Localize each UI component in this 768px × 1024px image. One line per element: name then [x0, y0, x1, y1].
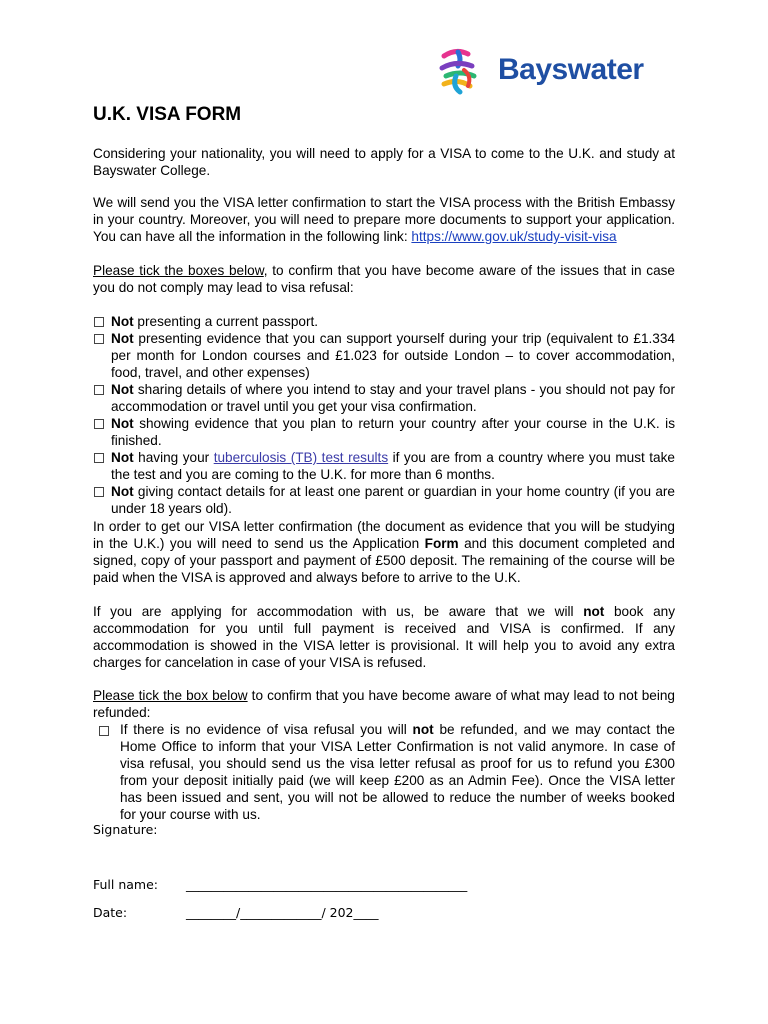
- full-name-field[interactable]: _____________________________________________: [186, 877, 468, 892]
- checklist-item-text: showing evidence that you plan to return your country after your course in the U.K. is finished.: [111, 416, 675, 448]
- checklist-item-text: if you are from a country where you must take the test and you are coming to the U.K. for more than 6 months.: [111, 450, 675, 482]
- checklist-item-bold: Not: [111, 331, 134, 346]
- page-title: U.K. VISA FORM: [93, 104, 242, 125]
- checkbox[interactable]: [94, 334, 104, 344]
- checklist-item-bold: Not: [111, 314, 134, 329]
- checklist-item-pre: having your: [133, 450, 214, 465]
- letter-paragraph: [93, 194, 675, 245]
- refusal-checklist: [93, 313, 675, 517]
- refund-intro-underlined: Please tick the box below: [93, 688, 248, 703]
- full-name-label: Full name:: [93, 877, 159, 892]
- checkbox[interactable]: [94, 419, 104, 429]
- confirmation-paragraph: [93, 518, 675, 586]
- date-label: Date:: [93, 905, 128, 920]
- checklist-item: [93, 483, 675, 517]
- checkbox[interactable]: [94, 385, 104, 395]
- checkbox[interactable]: [94, 487, 104, 497]
- checkbox[interactable]: [94, 453, 104, 463]
- tick-intro-paragraph: [93, 262, 675, 296]
- accommodation-pre: If you are applying for accommodation with us, be aware that we will: [93, 604, 584, 619]
- tb-test-results-link[interactable]: tuberculosis (TB) test results: [213, 450, 389, 465]
- checklist-item: [93, 330, 675, 381]
- intro-paragraph: Considering your nationality, you will need to apply for a VISA to come to the U.K. and study at Bayswater College.: [93, 146, 675, 178]
- tick-intro-rest: , to confirm that you have become aware of the issues that in case you do not comply may lead to visa refusal:: [93, 263, 675, 295]
- study-visit-visa-link[interactable]: https://www.gov.uk/study-visit-visa: [411, 229, 617, 244]
- logo-text: Bayswater: [498, 53, 644, 86]
- checklist-item-bold: Not: [111, 382, 134, 397]
- checklist-item: [93, 449, 675, 483]
- refund-intro-paragraph: [93, 687, 675, 721]
- refund-post: be refunded, and we may contact the Home Office to inform that your VISA Letter Confirmation is not valid anymore. In case of visa refusal, you should send us the visa letter refusal as proof for us to refund you £300 from your deposit initially paid (we will keep £200 as an Admin Fee). Once the VISA letter has been issued and sent, you will not be allowed to reduce the number of weeks booked for your course with us.: [120, 722, 675, 822]
- checklist-item-bold: Not: [111, 416, 134, 431]
- confirmation-bold: Form: [424, 536, 459, 551]
- confirmation-pre: In order to get our VISA letter confirmation (the document as evidence that you will be studying in the U.K.) you will need to send us the Application: [93, 519, 675, 551]
- accommodation-paragraph: [93, 603, 675, 671]
- checklist-item: [93, 313, 675, 330]
- checklist-item: [93, 381, 675, 415]
- bayswater-logo: [438, 46, 670, 98]
- checkbox[interactable]: [94, 317, 104, 327]
- signature-label: Signature:: [93, 822, 158, 837]
- checklist-item-text: giving contact details for at least one parent or guardian in your home country (if you are under 18 years old).: [111, 484, 675, 516]
- letter-text: We will send you the VISA letter confirmation to start the VISA process with the British Embassy in your country. Moreover, you will need to prepare more documents to support your application. You can have all the information in the following link:: [93, 195, 675, 244]
- bayswater-logo-mark: [438, 46, 490, 98]
- checklist-item-bold: Not: [111, 450, 134, 465]
- accommodation-post: book any accommodation for you until full payment is received and VISA is confirmed. If any accommodation is showed in the VISA letter is provisional. It will help you to avoid any extra charges for cancelation in case of your VISA is refused.: [93, 604, 676, 670]
- accommodation-bold: not: [583, 604, 605, 619]
- date-field[interactable]: ________/_____________/ 202____: [186, 905, 379, 920]
- checklist-item-bold: Not: [111, 484, 134, 499]
- checkbox[interactable]: [99, 726, 109, 736]
- checklist-item-text: presenting a current passport.: [133, 314, 319, 329]
- refund-bold: not: [412, 722, 434, 737]
- refund-checklist-item: [93, 721, 675, 823]
- checklist-item: [93, 415, 675, 449]
- refund-pre: If there is no evidence of visa refusal you will: [120, 722, 413, 737]
- checklist-item-text: presenting evidence that you can support yourself during your trip (equivalent to £1.334 per month for London courses and £1.023 for outside London – to cover accommodation, food, travel, and other expenses): [111, 331, 675, 380]
- confirmation-post: and this document completed and signed, copy of your passport and payment of £500 deposit. The remaining of the course will be paid when the VISA is approved and always before to arrive to the U.K.: [93, 536, 675, 585]
- tick-intro-underlined: Please tick the boxes below: [93, 263, 264, 278]
- checklist-item-text: sharing details of where you intend to stay and your travel plans - you should not pay for accommodation or travel until you get your visa confirmation.: [111, 382, 675, 414]
- refund-intro-rest: to confirm that you have become aware of what may lead to not being refunded:: [93, 688, 675, 720]
